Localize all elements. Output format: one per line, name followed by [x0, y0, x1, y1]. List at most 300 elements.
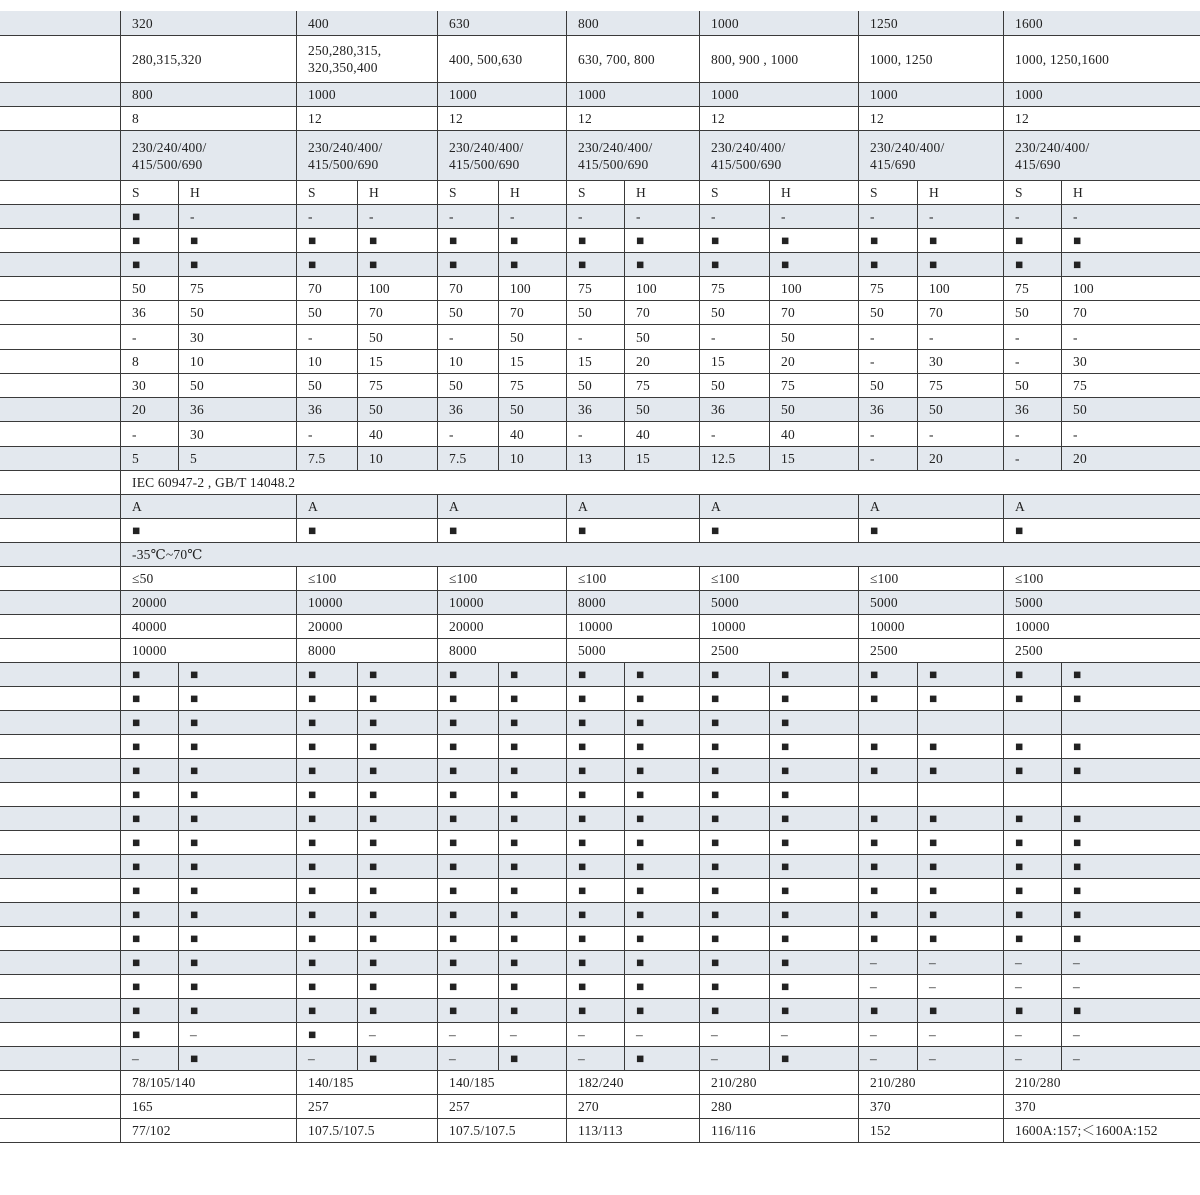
table-cell: 40000 [132, 619, 167, 634]
table-cell: ■ [929, 883, 938, 898]
table-cell: ■ [190, 715, 199, 730]
table-cell: S [578, 185, 586, 200]
table-cell: ■ [929, 763, 938, 778]
table-cell: 75 [1073, 378, 1087, 393]
table-row [0, 927, 1200, 951]
table-cell: 15 [578, 354, 592, 369]
table-cell: ■ [1015, 233, 1024, 248]
table-cell: 8 [132, 354, 139, 369]
table-cell: 5000 [711, 595, 739, 610]
table-cell: 140/185 [308, 1075, 354, 1090]
table-row [0, 711, 1200, 735]
table-cell: – [929, 1027, 936, 1042]
table-cell: 36 [711, 402, 725, 417]
table-cell: ≤100 [870, 571, 899, 586]
table-cell: 15 [636, 451, 650, 466]
table-cell: 100 [636, 281, 657, 296]
table-cell: 50 [449, 378, 463, 393]
table-cell: ■ [369, 811, 378, 826]
table-cell: 50 [636, 329, 650, 345]
table-cell: ■ [132, 739, 141, 754]
table-cell: 36 [308, 402, 322, 417]
table-cell: 40 [510, 426, 524, 442]
table-cell: ■ [578, 763, 587, 778]
table-cell: A [870, 499, 880, 514]
table-cell: 10 [190, 354, 204, 369]
table-cell: ■ [369, 1051, 378, 1066]
table-cell: ■ [711, 835, 720, 850]
table-cell: ■ [1015, 811, 1024, 826]
table-cell: ■ [578, 691, 587, 706]
table-cell: – [929, 1051, 936, 1066]
table-cell: ■ [578, 715, 587, 730]
table-cell: ■ [308, 859, 317, 874]
table-cell: 50 [711, 305, 725, 320]
table-cell: ■ [190, 955, 199, 970]
table-cell: 50 [369, 329, 383, 345]
table-cell: 50 [781, 329, 795, 345]
table-cell: ■ [190, 667, 199, 682]
table-cell: ■ [929, 931, 938, 946]
table-cell: 70 [781, 305, 795, 320]
table-cell: ■ [308, 667, 317, 682]
table-cell: ■ [190, 1051, 199, 1066]
table-cell: ■ [190, 257, 199, 272]
table-cell: ■ [190, 233, 199, 248]
table-row [0, 107, 1200, 131]
table-row [0, 1047, 1200, 1071]
table-cell: ■ [132, 233, 141, 248]
table-cell: ■ [870, 523, 879, 538]
table-cell: – [711, 1027, 718, 1042]
table-cell: ■ [190, 811, 199, 826]
table-cell: - [870, 426, 875, 442]
table-cell: 70 [510, 305, 524, 320]
table-cell: 50 [510, 329, 524, 345]
table-cell: 75 [929, 378, 943, 393]
table-cell: 12 [1015, 111, 1029, 126]
table-cell: S [449, 185, 457, 200]
table-cell: ■ [578, 1003, 587, 1018]
table-cell: ■ [870, 859, 879, 874]
table-cell: ■ [308, 763, 317, 778]
table-cell: ■ [190, 931, 199, 946]
table-row [0, 83, 1200, 107]
table-cell: – [369, 1027, 376, 1042]
table-cell: 20 [132, 402, 146, 417]
table-cell: ■ [369, 233, 378, 248]
table-cell: ■ [781, 979, 790, 994]
table-row [0, 831, 1200, 855]
table-cell: ■ [308, 523, 317, 538]
table-cell: ■ [636, 667, 645, 682]
table-cell: ■ [510, 979, 519, 994]
table-cell: IEC 60947-2 , GB/T 14048.2 [132, 475, 296, 490]
table-row [0, 615, 1200, 639]
table-cell: ■ [308, 883, 317, 898]
table-cell: ■ [369, 859, 378, 874]
table-cell: ■ [190, 1003, 199, 1018]
table-cell: ■ [369, 667, 378, 682]
table-cell: ■ [870, 233, 879, 248]
table-cell: 30 [132, 378, 146, 393]
table-cell: 10000 [711, 619, 746, 634]
table-cell: 10000 [1015, 619, 1050, 634]
table-cell: – [870, 979, 877, 994]
table-cell: ■ [449, 931, 458, 946]
table-cell: ■ [781, 931, 790, 946]
table-cell: ■ [308, 907, 317, 922]
table-cell: ■ [711, 257, 720, 272]
table-cell: ■ [190, 907, 199, 922]
table-cell: ■ [449, 811, 458, 826]
table-cell: ■ [449, 667, 458, 682]
table-cell: 50 [190, 305, 204, 320]
table-cell: – [1015, 979, 1022, 994]
table-cell: ■ [711, 979, 720, 994]
table-cell: 70 [1073, 305, 1087, 320]
table-cell: ■ [132, 883, 141, 898]
table-cell: ■ [449, 955, 458, 970]
table-cell: ■ [711, 233, 720, 248]
table-cell: 230/240/400/ 415/690 [870, 139, 945, 172]
table-cell: ■ [510, 1051, 519, 1066]
table-cell: 152 [870, 1123, 891, 1138]
table-cell: ■ [870, 667, 879, 682]
table-cell: - [369, 209, 374, 224]
table-cell: ■ [929, 667, 938, 682]
table-row [0, 951, 1200, 975]
table-cell: 210/280 [1015, 1075, 1061, 1090]
table-row [0, 999, 1200, 1023]
table-cell: ■ [449, 1003, 458, 1018]
table-cell: ■ [781, 667, 790, 682]
table-cell: ■ [449, 787, 458, 802]
table-row [0, 759, 1200, 783]
table-cell: S [308, 185, 316, 200]
table-cell: ■ [369, 907, 378, 922]
table-cell: ■ [308, 955, 317, 970]
table-cell: 15 [369, 354, 383, 369]
table-cell: ■ [929, 257, 938, 272]
table-cell: 10000 [449, 595, 484, 610]
table-cell: ■ [132, 907, 141, 922]
table-cell: ■ [870, 931, 879, 946]
table-cell: ■ [132, 835, 141, 850]
table-cell: 30 [190, 426, 204, 442]
table-cell: 36 [132, 305, 146, 320]
table-cell: 800, 900 , 1000 [711, 51, 799, 67]
table-row [0, 374, 1200, 398]
table-row [0, 567, 1200, 591]
table-row [0, 879, 1200, 903]
table-cell [1003, 711, 1061, 734]
table-cell: ■ [870, 739, 879, 754]
table-cell: 10000 [308, 595, 343, 610]
table-cell: S [1015, 185, 1023, 200]
table-row [0, 807, 1200, 831]
table-cell: ■ [449, 233, 458, 248]
table-cell: 230/240/400/ 415/690 [1015, 139, 1090, 172]
table-cell: ■ [369, 1003, 378, 1018]
table-cell [1061, 711, 1200, 734]
table-cell: – [1073, 1051, 1080, 1066]
table-row [0, 1119, 1200, 1143]
table-cell: - [578, 329, 583, 345]
table-cell: ■ [781, 233, 790, 248]
table-cell: – [781, 1027, 788, 1042]
table-cell [858, 783, 917, 806]
table-cell: 210/280 [711, 1075, 757, 1090]
table-cell: ■ [711, 667, 720, 682]
table-cell: ■ [510, 715, 519, 730]
table-cell: 70 [929, 305, 943, 320]
table-cell: 10 [510, 451, 524, 466]
table-cell: 2500 [870, 643, 898, 658]
table-cell: H [369, 185, 379, 200]
table-cell: 1000 [711, 87, 739, 102]
table-cell: ■ [510, 955, 519, 970]
table-cell: 8000 [449, 643, 477, 658]
table-cell: ■ [369, 257, 378, 272]
table-cell: ≤100 [449, 571, 478, 586]
table-cell: ■ [578, 931, 587, 946]
table-cell: ■ [510, 1003, 519, 1018]
table-cell: ■ [578, 739, 587, 754]
table-cell: ■ [1015, 907, 1024, 922]
table-cell: ■ [636, 1051, 645, 1066]
table-cell: 20000 [449, 619, 484, 634]
table-cell: ■ [781, 691, 790, 706]
table-cell: - [929, 209, 934, 224]
table-cell: 280 [711, 1099, 732, 1114]
table-cell: 280,315,320 [132, 51, 202, 67]
table-cell: ■ [1015, 691, 1024, 706]
table-cell: 320 [132, 15, 153, 31]
table-cell: - [449, 209, 454, 224]
table-cell: ■ [510, 811, 519, 826]
table-cell: ■ [132, 811, 141, 826]
table-cell: - [929, 426, 934, 442]
table-cell: 10000 [578, 619, 613, 634]
table-cell: ■ [578, 523, 587, 538]
table-cell: ■ [190, 835, 199, 850]
table-cell: – [929, 955, 936, 970]
table-cell: ■ [369, 739, 378, 754]
table-cell: – [578, 1027, 585, 1042]
table-cell: 50 [578, 378, 592, 393]
table-cell: - [781, 209, 786, 224]
table-cell: ■ [308, 787, 317, 802]
table-row [0, 855, 1200, 879]
table-cell: ■ [1073, 257, 1082, 272]
table-cell: A [308, 499, 318, 514]
table-cell: ■ [308, 811, 317, 826]
table-cell: 70 [636, 305, 650, 320]
table-cell: ■ [711, 691, 720, 706]
table-cell: ■ [132, 667, 141, 682]
table-cell: 800 [132, 87, 153, 102]
table-cell: – [1015, 1027, 1022, 1042]
table-cell: ■ [132, 209, 141, 224]
table-cell: – [1015, 955, 1022, 970]
table-cell: 20 [636, 354, 650, 369]
table-cell: - [1073, 209, 1078, 224]
table-cell: 630 [449, 15, 470, 31]
table-cell: ■ [929, 811, 938, 826]
table-cell: ■ [132, 1027, 141, 1042]
table-cell: ■ [308, 931, 317, 946]
table-cell: 13 [578, 451, 592, 466]
table-cell: ■ [711, 715, 720, 730]
table-cell: - [1015, 209, 1020, 224]
table-cell: ■ [449, 859, 458, 874]
table-cell: ■ [578, 667, 587, 682]
table-cell: 50 [308, 378, 322, 393]
table-cell: 20000 [308, 619, 343, 634]
table-cell: ■ [781, 257, 790, 272]
table-cell: 12 [308, 111, 322, 126]
table-cell: - [308, 426, 313, 442]
table-cell: 1000 [1015, 87, 1043, 102]
table-cell: - [711, 329, 716, 345]
table-cell: ■ [369, 691, 378, 706]
table-cell: ■ [369, 955, 378, 970]
table-cell: ■ [1073, 859, 1082, 874]
table-cell: ■ [870, 907, 879, 922]
table-row [0, 36, 1200, 83]
table-cell: 1000 [711, 15, 739, 31]
table-cell: ■ [711, 883, 720, 898]
table-cell: ■ [781, 907, 790, 922]
table-row [0, 639, 1200, 663]
table-cell: ■ [190, 739, 199, 754]
table-cell: ■ [929, 233, 938, 248]
table-cell: 12.5 [711, 451, 736, 466]
table-cell: ■ [1015, 859, 1024, 874]
table-row [0, 253, 1200, 277]
table-cell: 36 [870, 402, 884, 417]
table-cell: - [578, 426, 583, 442]
table-row [0, 229, 1200, 253]
table-cell: 20 [929, 451, 943, 466]
table-cell: 230/240/400/ 415/500/690 [449, 139, 524, 172]
table-cell: 50 [1073, 402, 1087, 417]
table-cell: ■ [369, 787, 378, 802]
table-cell: ■ [711, 907, 720, 922]
table-cell: 30 [1073, 354, 1087, 369]
table-cell: ■ [369, 979, 378, 994]
table-cell: ■ [190, 979, 199, 994]
table-cell: - [870, 329, 875, 345]
table-cell: ■ [1073, 691, 1082, 706]
table-cell: ■ [308, 715, 317, 730]
table-cell: ■ [510, 739, 519, 754]
table-cell: ■ [578, 787, 587, 802]
table-cell: ■ [711, 931, 720, 946]
table-row [0, 471, 1200, 495]
table-cell: 165 [132, 1099, 153, 1114]
table-row [0, 1071, 1200, 1095]
table-cell: ■ [929, 835, 938, 850]
table-cell: ■ [711, 811, 720, 826]
table-cell: ■ [190, 691, 199, 706]
table-cell: ■ [1073, 233, 1082, 248]
table-cell: ■ [781, 835, 790, 850]
table-cell: ■ [636, 233, 645, 248]
table-row [0, 663, 1200, 687]
table-cell: - [308, 209, 313, 224]
table-cell: ■ [510, 667, 519, 682]
table-cell: 70 [369, 305, 383, 320]
table-cell: 30 [190, 329, 204, 345]
table-cell: ■ [636, 787, 645, 802]
table-cell: - [578, 209, 583, 224]
table-cell: ■ [870, 763, 879, 778]
table-cell: ■ [449, 739, 458, 754]
table-cell: ■ [510, 835, 519, 850]
table-cell: ■ [636, 883, 645, 898]
table-cell: 30 [929, 354, 943, 369]
table-cell: 50 [1015, 378, 1029, 393]
table-cell: 36 [578, 402, 592, 417]
table-cell: H [1073, 185, 1083, 200]
table-cell: ■ [929, 739, 938, 754]
table-cell: ■ [578, 835, 587, 850]
table-cell: ■ [449, 715, 458, 730]
table-cell: – [1073, 1027, 1080, 1042]
table-cell: ■ [636, 955, 645, 970]
table-cell: 12 [870, 111, 884, 126]
table-cell: 50 [369, 402, 383, 417]
table-cell: ■ [870, 1003, 879, 1018]
table-cell: 100 [781, 281, 802, 296]
table-cell: ■ [1073, 931, 1082, 946]
table-cell: 100 [510, 281, 531, 296]
table-cell: H [781, 185, 791, 200]
table-row [0, 181, 1200, 205]
table-cell: 50 [190, 378, 204, 393]
table-row [0, 783, 1200, 807]
table-cell: ■ [369, 715, 378, 730]
table-cell: 1600 [1015, 15, 1043, 31]
table-cell [1061, 783, 1200, 806]
table-cell: ■ [1015, 931, 1024, 946]
table-row [0, 1023, 1200, 1047]
table-cell: H [510, 185, 520, 200]
table-row [0, 350, 1200, 374]
table-cell: 400 [308, 15, 329, 31]
table-cell: ■ [578, 955, 587, 970]
table-cell: ■ [1073, 667, 1082, 682]
table-cell: ■ [132, 979, 141, 994]
table-cell: ■ [578, 257, 587, 272]
table-cell [917, 783, 1003, 806]
table-cell: ■ [711, 1003, 720, 1018]
table-cell: - [190, 209, 195, 224]
table-cell: ■ [132, 715, 141, 730]
table-cell: ■ [510, 233, 519, 248]
table-cell: H [929, 185, 939, 200]
table-cell: - [1073, 329, 1078, 345]
table-cell: ■ [449, 979, 458, 994]
table-cell: 100 [369, 281, 390, 296]
table-cell: 5000 [1015, 595, 1043, 610]
table-cell: ■ [781, 883, 790, 898]
table-cell: 15 [510, 354, 524, 369]
table-cell: ■ [870, 691, 879, 706]
table-cell: 116/116 [711, 1123, 756, 1138]
